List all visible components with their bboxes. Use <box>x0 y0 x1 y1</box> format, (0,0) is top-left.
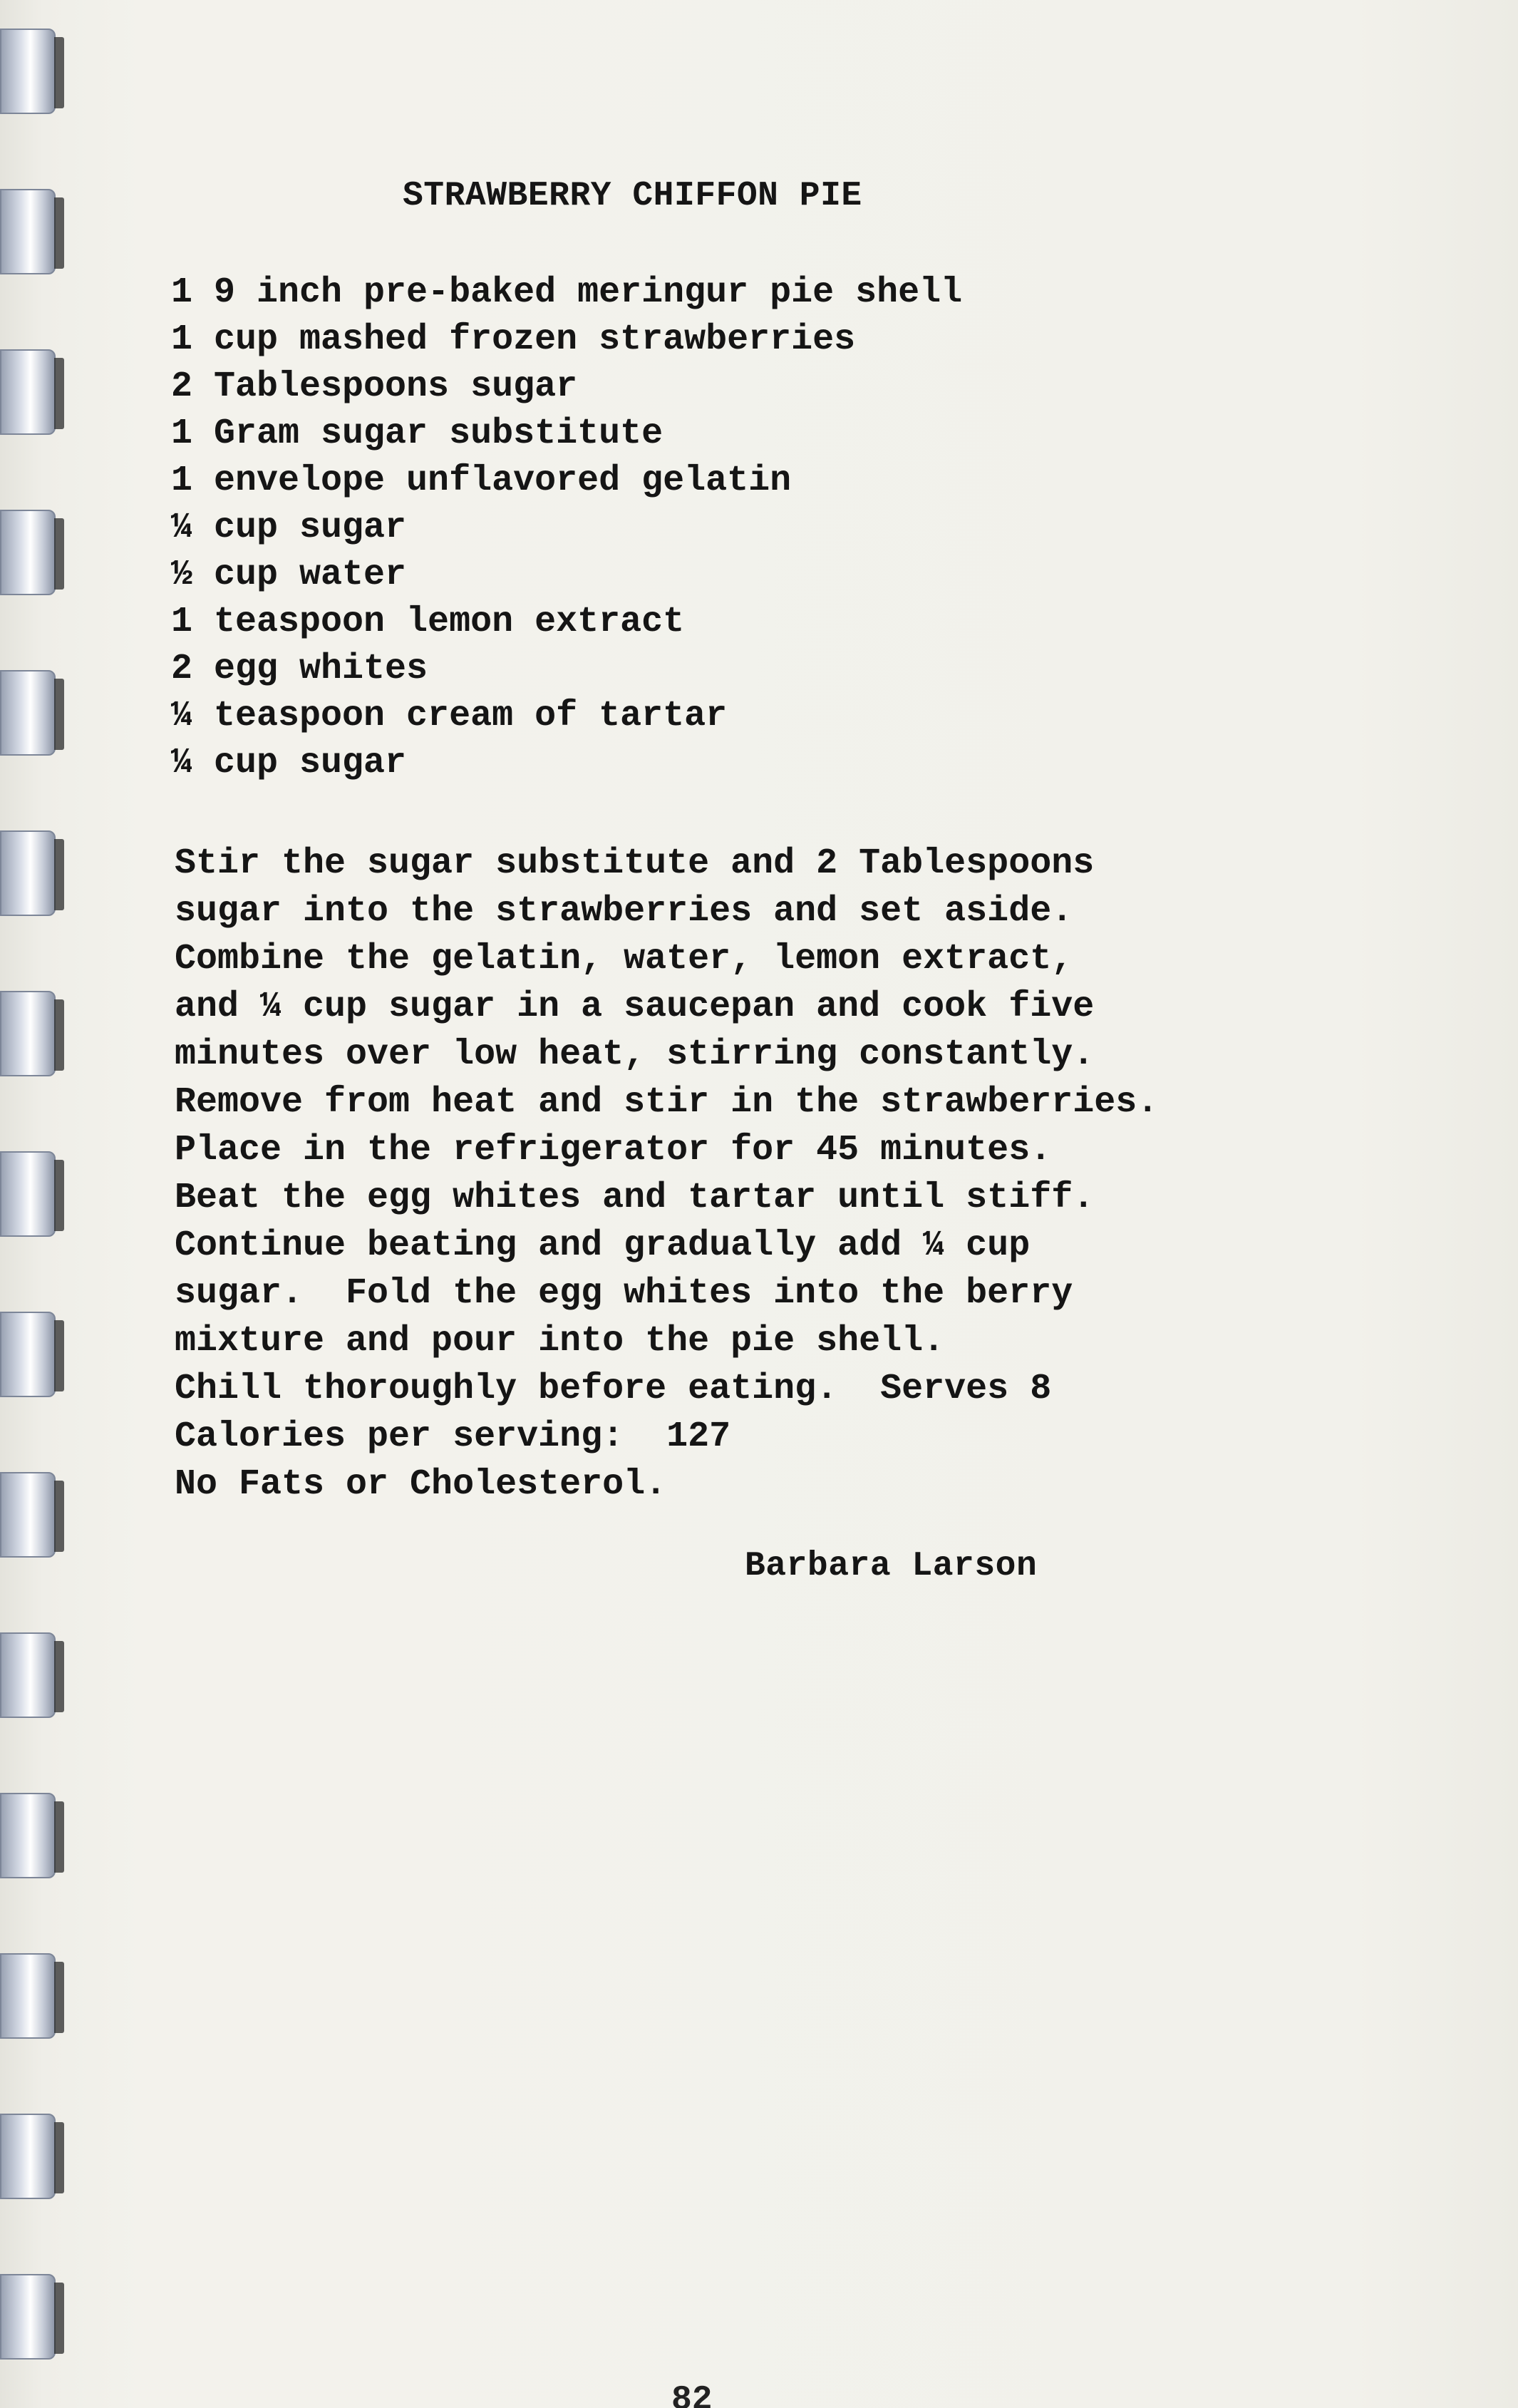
binding-ring <box>0 189 56 274</box>
binding-ring <box>0 2274 56 2360</box>
binding-ring <box>0 1953 56 2039</box>
spiral-binding <box>0 0 78 2408</box>
ingredient-item: 2 egg whites <box>171 649 428 689</box>
instruction-line: and ¼ cup sugar in a saucepan and cook five <box>175 987 1095 1027</box>
instruction-line: sugar. Fold the egg whites into the berry <box>175 1273 1073 1314</box>
binding-ring <box>0 349 56 435</box>
instruction-line: mixture and pour into the pie shell. <box>175 1321 945 1362</box>
ingredient-item: 1 9 inch pre-baked meringur pie shell <box>171 272 963 313</box>
ingredient-item: ¼ teaspoon cream of tartar <box>171 696 728 736</box>
instruction-line: sugar into the strawberries and set aside. <box>175 891 1073 932</box>
binding-ring <box>0 1632 56 1718</box>
instruction-line: Continue beating and gradually add ¼ cup <box>175 1225 1031 1266</box>
instruction-line: Chill thoroughly before eating. Serves 8 <box>175 1369 1052 1409</box>
binding-ring <box>0 510 56 595</box>
binding-ring <box>0 29 56 114</box>
binding-ring <box>0 1312 56 1397</box>
recipe-author: Barbara Larson <box>745 1547 1038 1585</box>
ingredient-item: 1 cup mashed frozen strawberries <box>171 319 856 360</box>
instruction-line: Beat the egg whites and tartar until stiff. <box>175 1178 1095 1218</box>
instruction-line: Combine the gelatin, water, lemon extract, <box>175 939 1073 979</box>
instruction-line: Place in the refrigerator for 45 minutes. <box>175 1130 1052 1170</box>
recipe-title: STRAWBERRY CHIFFON PIE <box>403 177 862 215</box>
binding-ring <box>0 1151 56 1237</box>
instruction-line: Remove from heat and stir in the strawberries. <box>175 1082 1159 1123</box>
ingredient-item: 2 Tablespoons sugar <box>171 366 578 407</box>
ingredient-item: 1 Gram sugar substitute <box>171 413 664 454</box>
ingredient-item: 1 teaspoon lemon extract <box>171 602 685 642</box>
instructions-block <box>175 840 1158 1508</box>
instruction-line: Calories per serving: 127 <box>175 1416 731 1457</box>
instruction-line: minutes over low heat, stirring constantly. <box>175 1034 1095 1075</box>
binding-ring <box>0 2114 56 2199</box>
ingredient-item: ½ cup water <box>171 555 407 595</box>
ingredient-list <box>171 269 962 787</box>
binding-ring <box>0 670 56 756</box>
ingredient-item: 1 envelope unflavored gelatin <box>171 460 792 501</box>
ingredient-item: ¼ cup sugar <box>171 743 407 783</box>
binding-ring <box>0 1472 56 1558</box>
instruction-line: No Fats or Cholesterol. <box>175 1464 667 1505</box>
ingredient-item: ¼ cup sugar <box>171 508 407 548</box>
binding-ring <box>0 991 56 1076</box>
instruction-line: Stir the sugar substitute and 2 Tablespoons <box>175 843 1095 884</box>
binding-ring <box>0 1793 56 1878</box>
binding-ring <box>0 830 56 916</box>
page-number: 82 <box>671 2381 713 2408</box>
